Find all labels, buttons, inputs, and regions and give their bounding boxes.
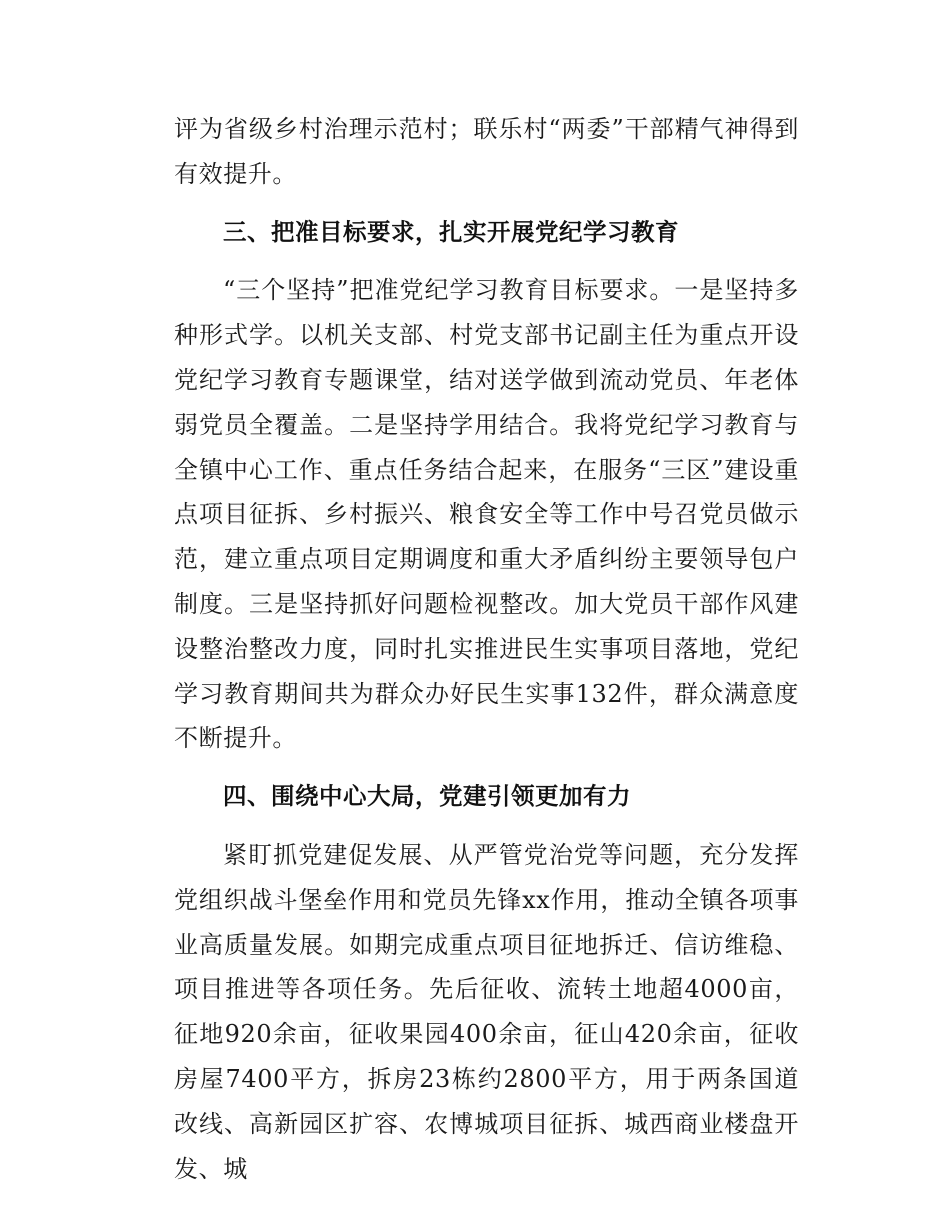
section-heading-3: 三、把准目标要求，扎实开展党纪学习教育 [223, 217, 679, 246]
section-heading-4: 四、围绕中心大局，党建引领更加有力 [223, 782, 631, 811]
section-4-paragraph: 紧盯抓党建促发展、从严管党治党等问题，充分发挥党组织战斗堡垒作用和党员先锋xx作用，推动全镇各项事业高质量发展。如期完成重点项目征地拆迁、信访维稳、项目推进等各项任务。先后征收、流转土地超4000亩，征地920余亩，征收果园400余亩，征山420余亩，征收房屋7400平方，拆房23栋约2800平方，用于两条国道改线、高新园区扩容、农博城项目征拆、城西商业楼盘开发、城 [174, 840, 799, 1183]
paragraph-continuation: 评为省级乡村治理示范村；联乐村“两委”干部精气神得到有效提升。 [174, 115, 799, 188]
section-3-paragraph: “三个坚持”把准党纪学习教育目标要求。一是坚持多种形式学。以机关支部、村党支部书记副主任为重点开设党纪学习教育专题课堂，结对送学做到流动党员、年老体弱党员全覆盖。二是坚持学用结合。我将党纪学习教育与全镇中心工作、重点任务结合起来，在服务“三区”建设重点项目征拆、乡村振兴、粮食安全等工作中号召党员做示范，建立重点项目定期调度和重大矛盾纠纷主要领导包户制度。三是坚持抓好问题检视整改。加大党员干部作风建设整治整改力度，同时扎实推进民生实事项目落地，党纪学习教育期间共为群众办好民生实事132件，群众满意度不断提升。 [174, 276, 799, 753]
document-body [174, 107, 799, 1191]
